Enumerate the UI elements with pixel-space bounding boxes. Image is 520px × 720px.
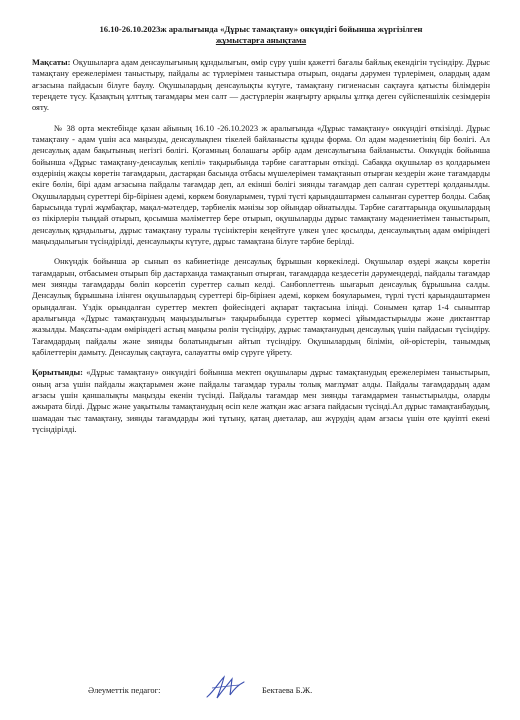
goal-text: Оқушыларға адам денсаулығының құндылығын, өмір сүру үшін қажетті бағалы байлық екендігін түсіндіру. Дұрыс тамақтану ережелерімен таныстыру, пайдалы ас түрлерімен таныстыра отырып, ондағы дәрумен түрлерімен, олардың адам ағзасына пайдасын білуге баулу. Оқушылардың денсаулықты күтуге, тамақтану гигиенасын сақтауға қатысты білімдерін тереңдете түсу. Қазақтың ұлттық тағамдары мен салт — дәстүрлерін жаңғырту арқылы ұлтқа деген сүйіспеншілік сезімдерін ояту. — [32, 56, 490, 113]
body-paragraph-1: № 38 орта мектебінде қазан айының 16.10 -26.10.2023 ж аралығында «Дұрыс тамақтану» онкүндігі өткізілді. Дұрыс тамақтану - адам үшін аса маңызды, денсаулықпен тікелей байланысты құнды форма. Ол адам мәдениетінің бір бөлігі. Ал денсаулық адам бақытының негізгі бөлігі. Қоғамның болашағы әрбір адам денсаулығына байланысты. Онкүндік бойынша бойынша «Дұрыс тамақтану-денсаулық кепілі» тақырыбында тәрбие сағаттарын өткізді. Сабаққа оқушылар өз қолдарымен өздерінің жақсы көретін тағамдарын, дастарқан басында отбасы мүшелерімен тамақтанып отырған кездерін және тағамдарды екіге бөлін, бірі адам ағзасына пайдалы тағамдар деп, ал екінші бөлігі зиянды тағамдар деп салған суреттері қолданылды. Оқушылардың суреттері бір-бірінен әдемі, көркем бояуларымен, түрлі түсті қарындаштармен салынған суреттер болды. Сабақ барысында түрлі жұмбақтар, мақал-мәтелдер, тәрбиелік мәнізы зор ойындар ойнатылды. Тәрбие сағаттарында оқушылардың өз пікірлерін тыңдай отырып, қосымша мәліметтер бере отырып, оқушыларды дұрыс тамақтану мәдениетімен таныстырып, денсаулық құндылығы, дұрыс тамақтану туралы түсініктерін кеңейтуге үлкен үлес қосылды, денсаулықтың адам өміріндегі маңыздылығын түсіндірілді, денсаулықты күтуге, дұрыс тамақтана білуге тәрбие берілді. — [32, 122, 490, 246]
conclusion-paragraph — [32, 367, 490, 435]
signer-name: Бектаева Б.Ж. — [262, 685, 313, 695]
goal-label: Мақсаты: — [32, 56, 71, 67]
title-line-1: 16.10-26.10.2023ж аралығында «Дұрыс тамақтану» онкүндігі бойынша жүргізілген — [99, 24, 423, 34]
goal-paragraph — [32, 57, 490, 114]
title-line-2: жұмыстарға анықтама — [215, 35, 307, 46]
conclusion-label: Қорытынды: — [32, 367, 83, 378]
handwritten-signature — [202, 673, 248, 701]
signature-block — [88, 679, 488, 703]
document-title — [32, 24, 490, 47]
body-paragraph-2: Онкүндік бойынша әр сынып өз кабинетінде денсаулық бұрышын көркекіледі. Оқушылар өздері жақсы көретін тағамдарын, отбасымен отырып бір дастарханда тамақтанып отырған, тағамдарда кездесетін дәрумендерді, пайдалы тағамдар мен зиянды тағамдарды бөліп көрсетіп суреттер салып келді. Санбоплеттень шығарып денсаулық бұрышына салды. Денсаулық бұрышына ілінген оқушылардың суреттері бір-бірінен әдемі, көркем бояуларымен, түрлі түсті қарындаштармен орындалған. Үздік орындалған суреттер мектеп фойесіндегі ақпарат тақтасына ілінді. Сонымен қатар 1-4 сыныптар аралығында «Дұрыс тамақтанудың маңыздылығы» тақырыбында суреттер көрмесі ұйымдастырылды және диктанттар жазылды. Мақсаты-адам өміріндегі астың маңызы рөлін түсіндіру, дұрыс тамақтанудың денсаулық үшін пайдасын түсіндіру. Тағамдардың пайдалы және зиянды болатындығын айтып түсіндіру. Оқушылардың білімін, ой-өрістерін, танымдық қабілеттерін дамыту. Денсаулық сақтауға, салауатты өмір сүруге үйрету. — [32, 256, 490, 358]
conclusion-text: «Дұрыс тамақтану» онкүндігі бойынша мектеп оқушылары дұрыс тамақтанудың ережелерімен таныстырып, оның ағза үшін пайдалы жақтарымен және пайдалы тағамдар туралы толық мағлұмат алды. Пайдалы тағамдардың адам ағзасы үшін қаншалықты маңызды екенін түсінді. Пайдалы тағамдар мен зиянды тағамдармен таныстырылды, оларды ажырата білді. Дұрыс және уақытылы тамақтанудың өсіп келе жатқан жас ағзаға пайдасын түсінді.Ал дұрыс тамақтанбаудың, шамадан тыс тамақтану, зиянды тағамдарды жиі тұтыну, қатаң диеталар, аш жүрудің адам ағзасы үшін өте қауіпті екені түсіндірілді. — [32, 367, 490, 435]
signer-role: Әлеуметтік педагог: — [88, 685, 161, 695]
